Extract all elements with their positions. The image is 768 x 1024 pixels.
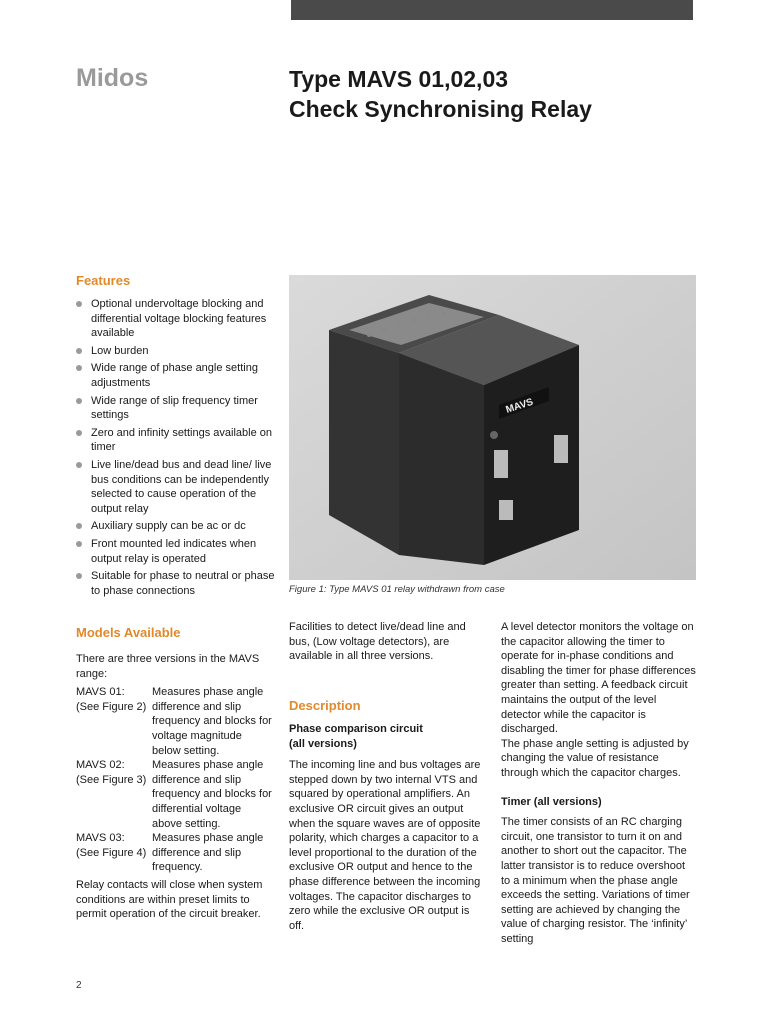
- right-column: [501, 620, 697, 950]
- features-heading: Features: [76, 273, 131, 288]
- model-description: Measures phase angle difference and slip frequency and blocks for differential voltage above setting.: [152, 759, 272, 830]
- bullet-icon: [76, 523, 82, 529]
- bullet-icon: [76, 430, 82, 436]
- page-title: [289, 64, 592, 124]
- bullet-icon: [76, 541, 82, 547]
- title-line-2: Check Synchronising Relay: [289, 96, 592, 122]
- model-row: [76, 758, 272, 831]
- features-list: [76, 297, 276, 598]
- model-figure-ref: (See Figure 3): [76, 773, 147, 786]
- relay-illustration: [289, 275, 696, 580]
- bullet-icon: [76, 301, 82, 307]
- bullet-icon: [76, 462, 82, 468]
- feature-item: Suitable for phase to neutral or phase to phase connections: [76, 569, 276, 598]
- phase-comparison-heading: Phase comparison circuit: [289, 723, 423, 735]
- relay-photo: [289, 275, 696, 580]
- description-heading: Description: [289, 698, 361, 713]
- bullet-icon: [76, 348, 82, 354]
- feature-item: Wide range of phase angle setting adjustments: [76, 361, 276, 390]
- model-description: Measures phase angle difference and slip frequency.: [152, 832, 264, 874]
- page-number: 2: [76, 980, 82, 991]
- models-closing: Relay contacts will close when system conditions are within preset limits to permit operation of the circuit breaker.: [76, 878, 263, 921]
- bullet-icon: [76, 365, 82, 371]
- features-list-container: [76, 297, 276, 601]
- phase-comparison-subheading: (all versions): [289, 737, 357, 750]
- bullet-icon: [76, 398, 82, 404]
- model-row: [76, 831, 272, 875]
- model-row: [76, 685, 272, 758]
- models-intro: There are three versions in the MAVS range:: [76, 653, 260, 680]
- models-heading: Models Available: [76, 625, 181, 640]
- middle-column: [289, 620, 481, 668]
- model-name: MAVS 02:: [76, 759, 125, 772]
- title-line-1: Type MAVS 01,02,03: [289, 66, 509, 92]
- feature-item: Auxiliary supply can be ac or dc: [76, 519, 276, 534]
- feature-item: Live line/dead bus and dead line/ live bus conditions can be independently selected to cause operation of the output relay: [76, 458, 276, 516]
- model-description: Measures phase angle difference and slip frequency and blocks for voltage magnitude below setting.: [152, 686, 272, 757]
- feature-item: Zero and infinity settings available on timer: [76, 426, 276, 455]
- description-section: [289, 722, 481, 937]
- middle-intro: Facilities to detect live/dead line and bus, (Low voltage detectors), are available in all three versions.: [289, 621, 466, 663]
- feature-item: Low burden: [76, 344, 276, 359]
- bullet-icon: [76, 573, 82, 579]
- feature-item: Optional undervoltage blocking and differential voltage blocking features available: [76, 297, 276, 341]
- phase-comparison-body: The incoming line and bus voltages are stepped down by two internal VTS and squared by operational amplifiers. An exclusive OR circuit gives an output when the square waves are of opposite polarity, which charges a capacitor to a level proportional to the duration of the exclusive OR output and hence to the phase difference between the incoming voltages. The capacitor discharges to zero while the exclusive OR output is off.: [289, 759, 481, 932]
- model-name: MAVS 03:: [76, 832, 125, 845]
- device-label: MAVS: [504, 396, 535, 416]
- level-detector-paragraph: A level detector monitors the voltage on the capacitor allowing the timer to operate for in-phase conditions and disabling the timer for phase differences greater than setting. A feedback circuit maintains the output of the level detector while the capacitor is discharged.: [501, 621, 696, 736]
- brand-name: Midos: [76, 64, 149, 92]
- phase-angle-paragraph: The phase angle setting is adjusted by changing the value of resistance through which the capacitor charges.: [501, 737, 689, 779]
- model-name: MAVS 01:: [76, 686, 125, 699]
- timer-heading: Timer (all versions): [501, 795, 602, 808]
- top-bar: [291, 0, 693, 20]
- models-section: [76, 652, 272, 926]
- figure-caption: Figure 1: Type MAVS 01 relay withdrawn from case: [289, 584, 505, 595]
- timer-body: The timer consists of an RC charging circuit, one transistor to turn it on and another to short out the capacitor. The latter transistor is to reduce overshoot to a minimum when the phase angle exceeds the setting. Variations of timer setting are achieved by changing the value of charging resistor. The ‘infinity’ setting: [501, 816, 690, 945]
- feature-item: Front mounted led indicates when output relay is operated: [76, 537, 276, 566]
- feature-item: Wide range of slip frequency timer settings: [76, 394, 276, 423]
- model-figure-ref: (See Figure 2): [76, 700, 147, 713]
- model-figure-ref: (See Figure 4): [76, 846, 147, 859]
